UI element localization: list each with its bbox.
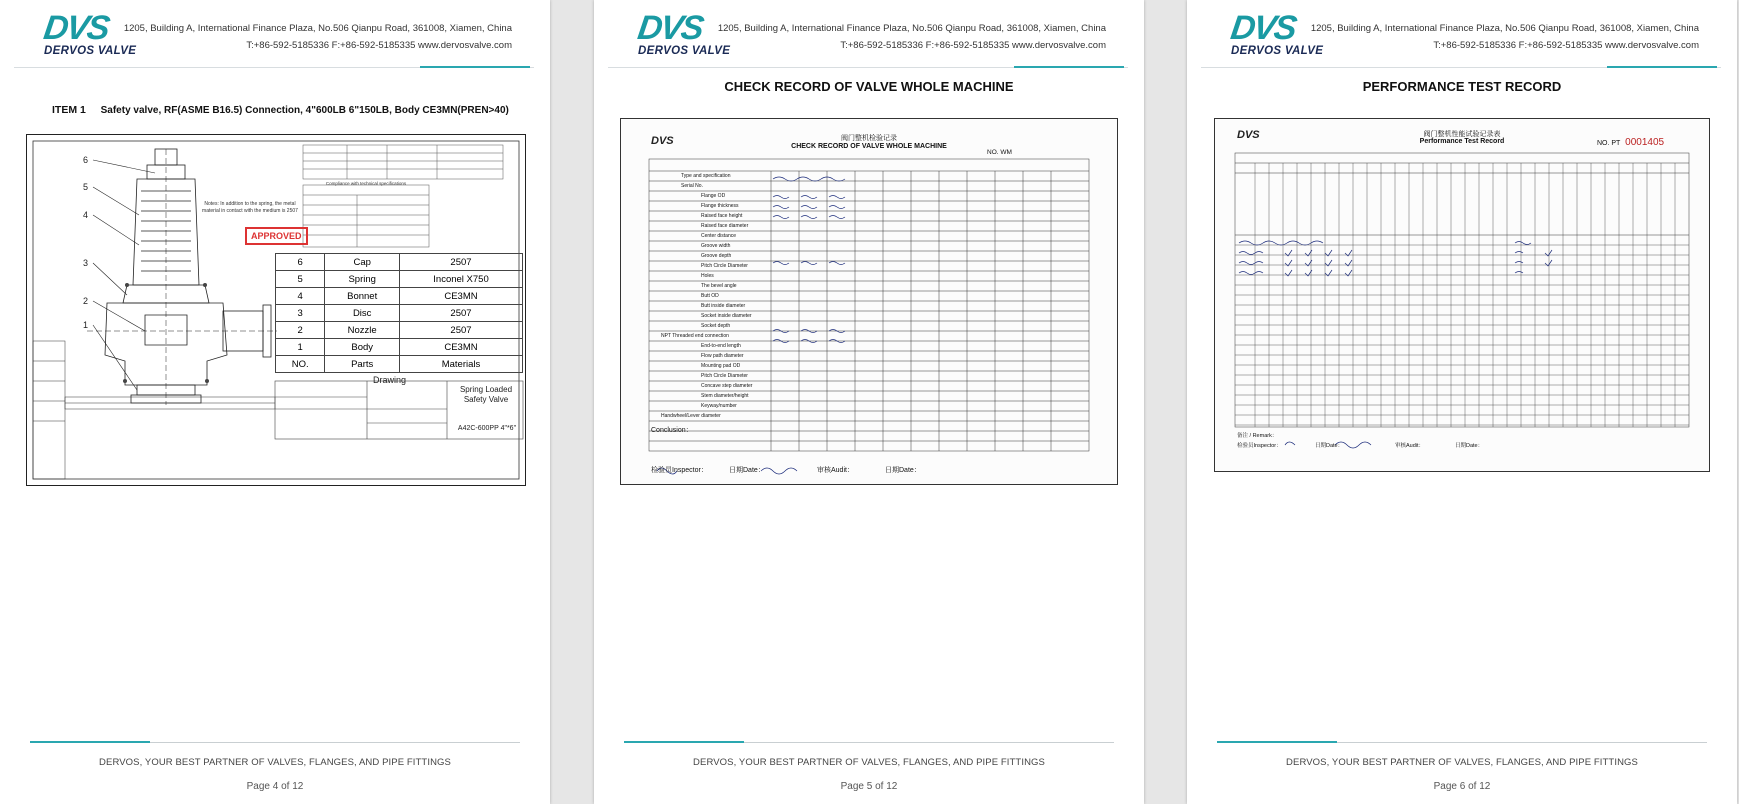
row-label: End-to-end length	[701, 343, 741, 349]
scan-form-no: NO. WM	[987, 149, 1012, 156]
row-label: Flow path diameter	[701, 353, 744, 359]
balloon-4: 4	[83, 210, 89, 220]
scan-en-title: CHECK RECORD OF VALVE WHOLE MACHINE	[791, 143, 947, 150]
row-label: Concave step diameter	[701, 383, 753, 389]
scan-inspector: 检验员Inspector：	[1237, 443, 1282, 449]
part-name: Body	[325, 339, 400, 356]
part-material: CE3MN	[400, 288, 523, 305]
table-row	[276, 288, 523, 305]
scan-date-2: 日期Date：	[1455, 443, 1484, 449]
table-row	[276, 305, 523, 322]
part-material: Inconel X750	[400, 271, 523, 288]
title-block-drawing: Drawing	[373, 375, 407, 385]
col-materials: Materials	[400, 356, 523, 373]
scan-date-2: 日期Date：	[885, 467, 921, 474]
part-no: 5	[276, 271, 325, 288]
row-label: Flange thickness	[701, 203, 739, 209]
part-name: Spring	[325, 271, 400, 288]
scan-logo: DVS	[1237, 129, 1260, 141]
row-label: Mounting pad OD	[701, 363, 741, 369]
item-label: ITEM 1	[52, 104, 86, 116]
logo-mark: DVS	[1228, 9, 1298, 47]
row-label: Raised face diameter	[701, 223, 749, 229]
header-rule-accent	[420, 66, 530, 68]
col-parts: Parts	[325, 356, 400, 373]
contact-line: T:+86-592-5185336 F:+86-592-5185335 www.dervosvalve.com	[1433, 40, 1699, 51]
footer-tagline: DERVOS, YOUR BEST PARTNER OF VALVES, FLANGES, AND PIPE FITTINGS	[99, 757, 451, 768]
part-material: 2507	[400, 305, 523, 322]
part-name: Disc	[325, 305, 400, 322]
form-no-value: 0001405	[1625, 137, 1665, 148]
footer-rule-accent	[30, 741, 150, 743]
scan-conclusion: Conclusion：	[651, 427, 693, 434]
row-label: Keyway/number	[701, 403, 737, 409]
scan-remark: 备注 / Remark：	[1237, 433, 1278, 439]
part-no: 1	[276, 339, 325, 356]
title-block-model: A42C-600PP 4"*6"	[457, 425, 517, 432]
scan-logo: DVS	[651, 135, 674, 147]
row-label: Serial No.	[681, 183, 703, 189]
page-number: Page 4 of 12	[246, 781, 304, 792]
scanned-performance-test-record	[1214, 118, 1710, 472]
scan-cn-title: 阀门整机检验记录	[841, 135, 897, 142]
document-page-4	[0, 0, 550, 804]
row-label: Center distance	[701, 233, 737, 239]
contact-line: T:+86-592-5185336 F:+86-592-5185335 www.dervosvalve.com	[840, 40, 1106, 51]
scan-date: 日期Date：	[729, 467, 765, 474]
drawing-notes: Notes: In addition to the spring, the metal material in contact with the medium is 2507	[202, 201, 298, 214]
logo-subtitle: DERVOS VALVE	[1231, 45, 1324, 57]
part-no: 6	[276, 254, 325, 271]
footer-tagline: DERVOS, YOUR BEST PARTNER OF VALVES, FLANGES, AND PIPE FITTINGS	[1286, 757, 1638, 768]
table-row	[276, 254, 523, 271]
title-block-product: Spring Loaded Safety Valve	[459, 385, 513, 404]
contact-line: T:+86-592-5185336 F:+86-592-5185335 www.dervosvalve.com	[246, 40, 512, 51]
row-label: Type and specification	[681, 173, 731, 179]
performance-test-grid	[1215, 119, 1709, 471]
footer-rule-accent	[1217, 741, 1337, 743]
page-title: PERFORMANCE TEST RECORD	[1362, 79, 1562, 94]
row-label: Socket depth	[701, 323, 731, 329]
form-no-label: NO. PT	[1597, 140, 1621, 147]
page-number: Page 5 of 12	[840, 781, 898, 792]
scan-audit: 审核Audit：	[1395, 443, 1425, 449]
table-row	[276, 322, 523, 339]
row-label: Raised face height	[701, 213, 743, 219]
item-description: Safety valve, RF(ASME B16.5) Connection, 4"600LB 6"150LB, Body CE3MN(PREN>40)	[100, 105, 509, 116]
logo-subtitle: DERVOS VALVE	[44, 45, 137, 57]
row-label: Pitch Circle Diameter	[701, 263, 748, 269]
page-header	[608, 0, 1130, 72]
address-line: 1205, Building A, International Finance Plaza, No.506 Qianpu Road, 361008, Xiamen, China	[717, 23, 1106, 34]
page-number: Page 6 of 12	[1433, 781, 1491, 792]
item-title	[52, 104, 509, 116]
part-name: Bonnet	[325, 288, 400, 305]
technical-drawing	[26, 134, 526, 486]
part-material: 2507	[400, 254, 523, 271]
row-label: Holes	[701, 273, 714, 279]
row-label: Groove depth	[701, 253, 732, 259]
part-name: Cap	[325, 254, 400, 271]
part-name: Nozzle	[325, 322, 400, 339]
row-label: Stem diameter/height	[701, 393, 749, 399]
row-label: Butt OD	[701, 293, 719, 299]
scan-en-title: Performance Test Record	[1419, 138, 1505, 145]
row-label: The bevel angle	[701, 283, 737, 289]
table-row	[276, 271, 523, 288]
part-no: 2	[276, 322, 325, 339]
header-rule-accent	[1607, 66, 1717, 68]
spec-table-title: Compliance with technical specifications	[325, 181, 407, 186]
balloon-3: 3	[83, 258, 89, 268]
address-line: 1205, Building A, International Finance Plaza, No.506 Qianpu Road, 361008, Xiamen, China	[123, 23, 512, 34]
balloon-1: 1	[83, 320, 89, 330]
table-header-row	[276, 356, 523, 373]
company-address	[124, 20, 512, 54]
col-no: NO.	[276, 356, 325, 373]
page-header	[14, 0, 536, 72]
scanned-check-record	[620, 118, 1118, 485]
header-rule-accent	[1014, 66, 1124, 68]
balloon-5: 5	[83, 182, 89, 192]
scan-cn-title: 阀门整机性能试验记录表	[1423, 131, 1501, 138]
logo-mark: DVS	[41, 9, 111, 47]
row-label: Groove width	[701, 243, 731, 249]
row-label: Butt inside diameter	[701, 303, 746, 309]
approved-stamp: APPROVED	[245, 227, 308, 245]
address-line: 1205, Building A, International Finance Plaza, No.506 Qianpu Road, 361008, Xiamen, China	[1310, 23, 1699, 34]
page-title: CHECK RECORD OF VALVE WHOLE MACHINE	[724, 79, 1014, 94]
part-material: CE3MN	[400, 339, 523, 356]
logo-mark: DVS	[635, 9, 705, 47]
parts-table	[275, 253, 523, 373]
page-header	[1201, 0, 1723, 72]
document-page-5	[594, 0, 1144, 804]
footer-tagline: DERVOS, YOUR BEST PARTNER OF VALVES, FLANGES, AND PIPE FITTINGS	[693, 757, 1045, 768]
footer-rule-accent	[624, 741, 744, 743]
document-page-6	[1187, 0, 1737, 804]
logo-subtitle: DERVOS VALVE	[638, 45, 731, 57]
row-label: Flange OD	[701, 193, 726, 199]
scan-date: 日期Date：	[1315, 443, 1344, 449]
row-label: Socket inside diameter	[701, 313, 752, 319]
scan-inspector: 检验员Inspector：	[651, 467, 708, 474]
part-no: 3	[276, 305, 325, 322]
row-label: Pitch Circle Diameter	[701, 373, 748, 379]
scan-audit: 审核Audit：	[817, 467, 854, 474]
company-address	[1311, 20, 1699, 54]
part-material: 2507	[400, 322, 523, 339]
table-row	[276, 339, 523, 356]
company-address	[718, 20, 1106, 54]
part-no: 4	[276, 288, 325, 305]
balloon-2: 2	[83, 296, 89, 306]
row-label: Handwheel/Lever diameter	[661, 413, 721, 419]
row-label: NPT Threaded end connection	[661, 333, 729, 339]
balloon-6: 6	[83, 155, 89, 165]
